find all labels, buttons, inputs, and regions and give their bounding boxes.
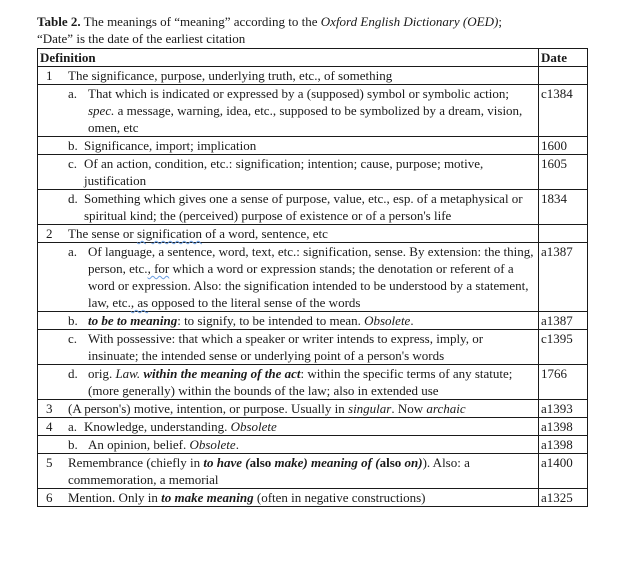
subsense-letter: d. (68, 366, 78, 381)
table-row (38, 85, 588, 137)
text-segment: : to signify, to be intended to mean. (177, 313, 365, 328)
text-segment: (A person's) motive, intention, or purpose. Usually in (68, 401, 349, 416)
subsense-letter: a. (68, 244, 78, 259)
text-segment: Significance, import; implication (84, 138, 257, 153)
text-segment: Of an action, condition, etc.: signification; intention; cause, purpose; motive, justification (84, 156, 484, 188)
table-row (38, 418, 588, 436)
spellcheck-flagged-text: signification (136, 226, 202, 241)
date-cell (539, 225, 588, 243)
definition-text (88, 365, 536, 399)
date-cell (539, 67, 588, 85)
date-cell: 1605 (539, 155, 588, 190)
date-cell: c1395 (539, 330, 588, 365)
definition-text (84, 155, 536, 189)
table-row (38, 330, 588, 365)
table-row (38, 489, 588, 507)
table-row (38, 312, 588, 330)
subsense-letter: b. (68, 138, 78, 153)
definition-cell (38, 400, 539, 418)
table-caption-line2: “Date” is the date of the earliest citation (37, 31, 246, 46)
text-segment: of a word, sentence, etc (201, 226, 328, 241)
text-segment: The meanings of “meaning” according to the (80, 14, 321, 29)
text-segment: singular (348, 401, 392, 416)
text-segment: With possessive: that which a speaker or writer intends to express, imply, or insinuate; the intended sense or underlying point of a person's words (88, 331, 484, 363)
text-segment: archaic (426, 401, 466, 416)
text-segment: make) meaning of ( (274, 455, 380, 470)
text-segment: to make meaning (161, 490, 254, 505)
definition-text (88, 330, 536, 364)
text-segment: : within the specific terms of any statute; (more generally) within the bounds of the law; also in extended use (88, 366, 513, 398)
table-body (38, 67, 588, 507)
text-segment: within the meaning of the act (143, 366, 301, 381)
definition-cell (38, 330, 539, 365)
text-segment: a message, warning, idea, etc., supposed to be symbolized by a dream, vision, omen, etc (88, 103, 523, 135)
text-segment: to have ( (203, 455, 250, 470)
text-segment: That which is indicated or expressed by a (supposed) symbol or symbolic action; (88, 86, 509, 101)
definition-text (68, 454, 536, 488)
date-cell: a1325 (539, 489, 588, 507)
definition-text (68, 489, 536, 506)
text-segment: opposed to the literal sense of the words (148, 295, 361, 310)
definition-cell (38, 85, 539, 137)
definition-cell (38, 190, 539, 225)
sense-number: 3 (46, 401, 53, 416)
date-cell: a1387 (539, 243, 588, 312)
text-segment: on) (404, 455, 423, 470)
table-row (38, 454, 588, 489)
text-segment: which a word or expression stands; the denotation or referent of a word or expression. Also: the signification intended to be understood by a statement, law, etc. (88, 261, 529, 310)
text-segment: Obsolete (364, 313, 411, 328)
definition-cell (38, 312, 539, 330)
definition-cell (38, 67, 539, 85)
date-cell: 1834 (539, 190, 588, 225)
definition-text (84, 137, 536, 154)
text-segment: Oxford English Dictionary (OED) (320, 14, 499, 29)
date-cell: c1384 (539, 85, 588, 137)
table-row (38, 137, 588, 155)
text-segment: ; (498, 14, 502, 29)
date-cell: 1766 (539, 365, 588, 400)
oed-meanings-table (37, 48, 588, 507)
table-row (38, 243, 588, 312)
subsense-letter: c. (68, 156, 78, 171)
definition-text (88, 243, 536, 311)
definition-text (68, 400, 536, 417)
table-row (38, 155, 588, 190)
date-cell: a1400 (539, 454, 588, 489)
text-segment: The sense or (68, 226, 137, 241)
text-segment: ). Also: a commemoration, a memorial (68, 455, 470, 487)
spellcheck-flagged-text: , as (130, 295, 149, 310)
table-caption-line1 (37, 13, 588, 30)
definition-text (68, 67, 536, 84)
text-segment: An opinion, belief. (88, 437, 190, 452)
definition-cell (38, 365, 539, 400)
definition-cell (38, 489, 539, 507)
table-caption (37, 13, 588, 47)
text-segment: to be to meaning (88, 313, 178, 328)
text-segment: Obsolete (189, 437, 236, 452)
sense-number: 5 (46, 455, 53, 470)
definition-cell (38, 243, 539, 312)
definition-text (84, 190, 536, 224)
text-segment: orig. (88, 366, 116, 381)
text-segment: Knowledge, understanding. (84, 419, 231, 434)
text-segment: also (249, 455, 275, 470)
definition-cell (38, 155, 539, 190)
date-cell: a1398 (539, 436, 588, 454)
text-segment: spec. (88, 103, 115, 118)
table-header (38, 49, 588, 67)
spellcheck-flagged-text: , for (147, 261, 170, 276)
text-segment: . (235, 437, 239, 452)
column-header-date: Date (539, 49, 588, 67)
subsense-letter: a. (68, 86, 78, 101)
sense-number: 6 (46, 490, 53, 505)
table-row (38, 400, 588, 418)
definition-text (88, 312, 536, 329)
date-cell: a1393 (539, 400, 588, 418)
table-row (38, 436, 588, 454)
column-header-definition: Definition (38, 49, 539, 67)
text-segment: (often in negative constructions) (253, 490, 426, 505)
subsense-letter: a. (68, 419, 78, 434)
text-segment: The significance, purpose, underlying truth, etc., of something (68, 68, 393, 83)
sense-number: 1 (46, 68, 53, 83)
subsense-letter: c. (68, 331, 78, 346)
table-row (38, 190, 588, 225)
date-cell: a1398 (539, 418, 588, 436)
text-segment: . Now (391, 401, 427, 416)
text-segment: Remembrance (chiefly in (68, 455, 204, 470)
text-segment: . (410, 313, 414, 328)
subsense-letter: b. (68, 313, 78, 328)
text-segment: Of language, a sentence, word, text, etc.: signification, sense. By extension: the thing, person, etc. (88, 244, 534, 276)
subsense-letter: b. (68, 437, 78, 452)
sense-number: 4 (46, 419, 53, 434)
table-row (38, 67, 588, 85)
text-segment: Obsolete (230, 419, 277, 434)
date-cell: a1387 (539, 312, 588, 330)
text-segment: Table 2. (37, 14, 81, 29)
definition-cell (38, 454, 539, 489)
definition-cell (38, 436, 539, 454)
text-segment: also (379, 455, 405, 470)
definition-text (88, 85, 536, 136)
subsense-letter: d. (68, 191, 78, 206)
definition-text (88, 436, 536, 453)
definition-text (84, 418, 536, 435)
definition-cell (38, 418, 539, 436)
table-row (38, 225, 588, 243)
text-segment: Mention. Only in (68, 490, 162, 505)
definition-text (68, 225, 536, 242)
table-header-row (38, 49, 588, 67)
text-segment: Law. (115, 366, 141, 381)
text-segment: Something which gives one a sense of purpose, value, etc., esp. of a metaphysical or spiritual kind; the (perceived) purpose of existence or of a person's life (84, 191, 523, 223)
sense-number: 2 (46, 226, 53, 241)
table-row (38, 365, 588, 400)
definition-cell (38, 225, 539, 243)
definition-cell (38, 137, 539, 155)
date-cell: 1600 (539, 137, 588, 155)
